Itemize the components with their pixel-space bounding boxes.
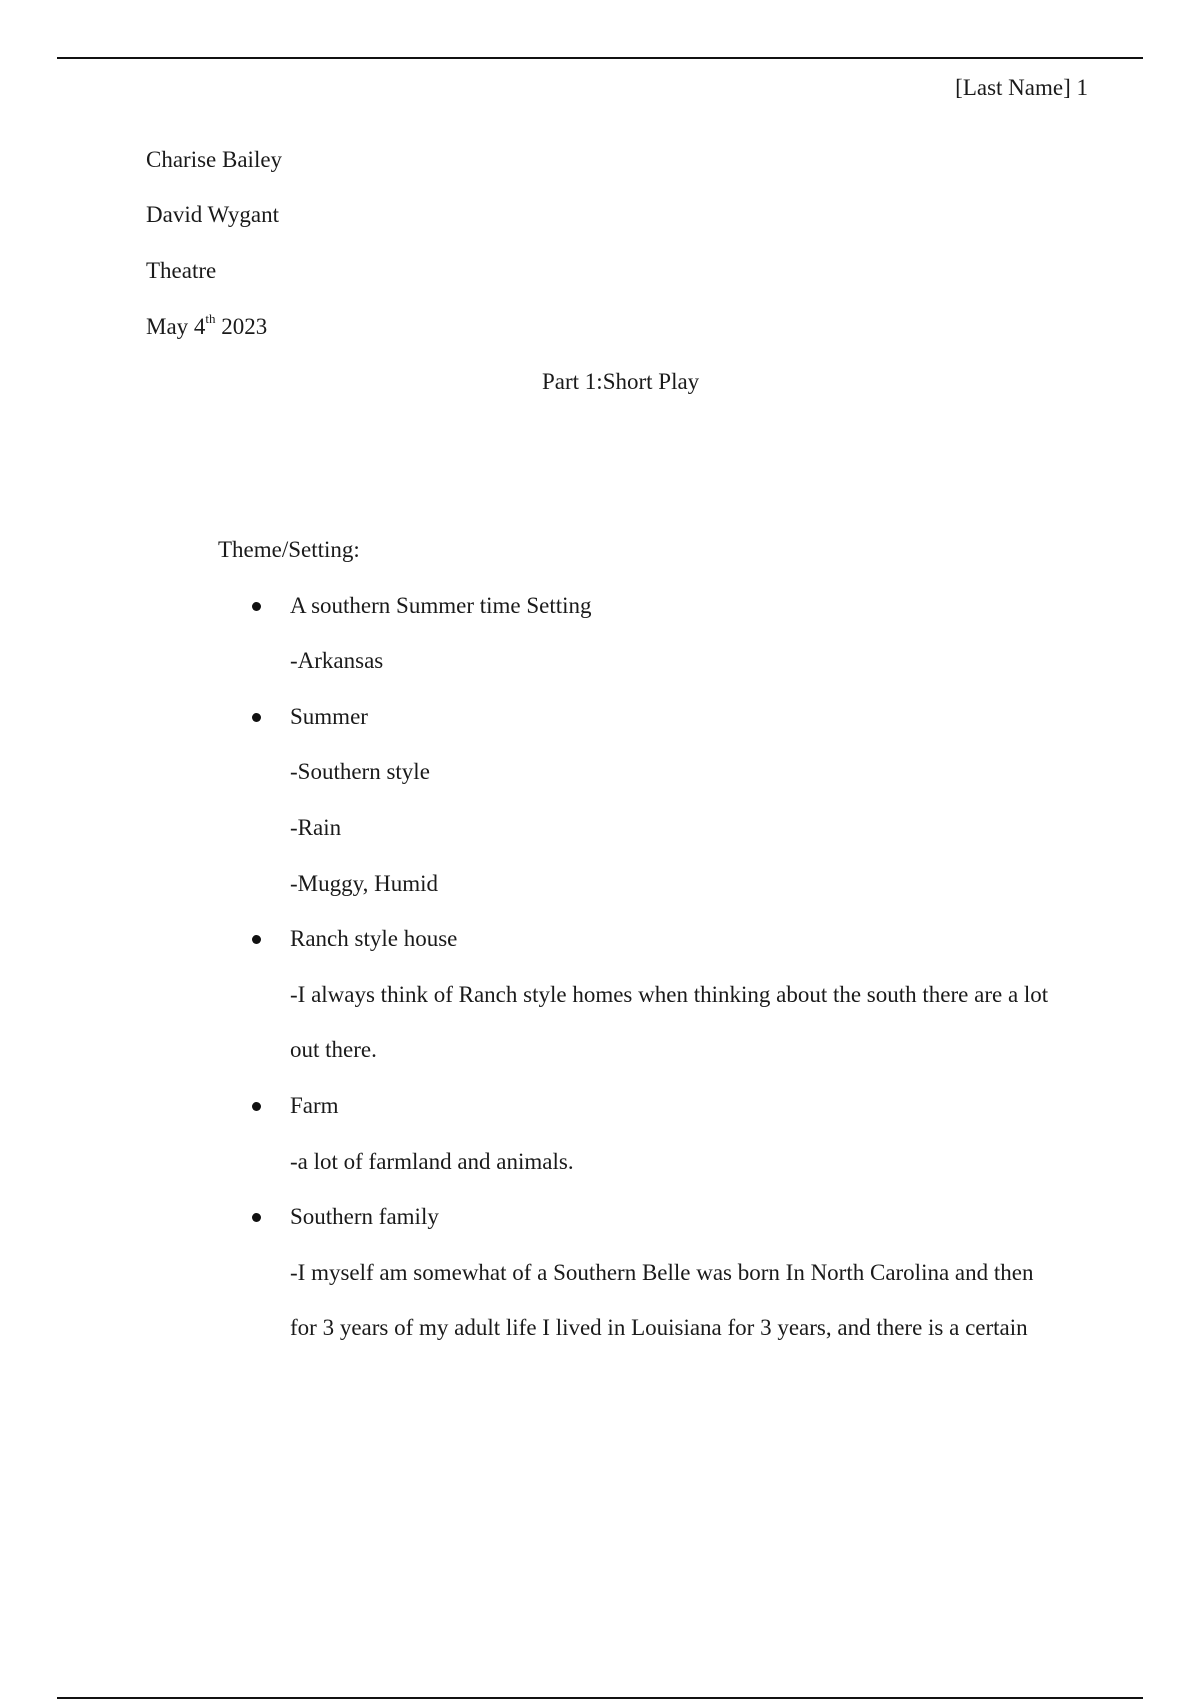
instructor-name: David Wygant <box>146 202 279 227</box>
author-name: Charise Bailey <box>146 147 283 172</box>
document-title: Part 1:Short Play <box>542 369 700 394</box>
bullet-dot <box>252 602 261 611</box>
bullet-dot <box>252 1213 261 1222</box>
note-line: -I myself am somewhat of a Southern Belle was born In North Carolina and then <box>290 1260 1034 1285</box>
section-label: Theme/Setting: <box>218 537 360 562</box>
date-month: May 4 <box>146 314 206 339</box>
note-line: -Rain <box>290 815 342 840</box>
bullet-item-southern-family: Southern family <box>290 1204 439 1229</box>
bullet-item-ranch-house: Ranch style house <box>290 926 458 951</box>
note-line: -Muggy, Humid <box>290 871 439 896</box>
note-line: -Arkansas <box>290 648 384 673</box>
bullet-dot <box>252 1102 261 1111</box>
date-suffix: th <box>205 311 216 327</box>
note-line: -Southern style <box>290 759 430 784</box>
page-bottom-border <box>57 1697 1143 1699</box>
bullet-dot <box>252 935 261 944</box>
bullet-item-summer: Summer <box>290 704 368 729</box>
page-top-border <box>57 57 1143 59</box>
note-line: -a lot of farmland and animals. <box>290 1149 574 1174</box>
date-year: 2023 <box>215 314 268 339</box>
date <box>146 313 267 341</box>
note-line: out there. <box>290 1037 377 1062</box>
bullet-item-setting: A southern Summer time Setting <box>290 593 592 618</box>
bullet-dot <box>252 713 261 722</box>
note-line: -I always think of Ranch style homes when thinking about the south there are a lot <box>290 982 1049 1007</box>
note-line: for 3 years of my adult life I lived in Louisiana for 3 years, and there is a certain <box>290 1315 1028 1340</box>
course-name: Theatre <box>146 258 217 283</box>
bullet-item-farm: Farm <box>290 1093 339 1118</box>
running-head: [Last Name] 1 <box>955 75 1088 100</box>
